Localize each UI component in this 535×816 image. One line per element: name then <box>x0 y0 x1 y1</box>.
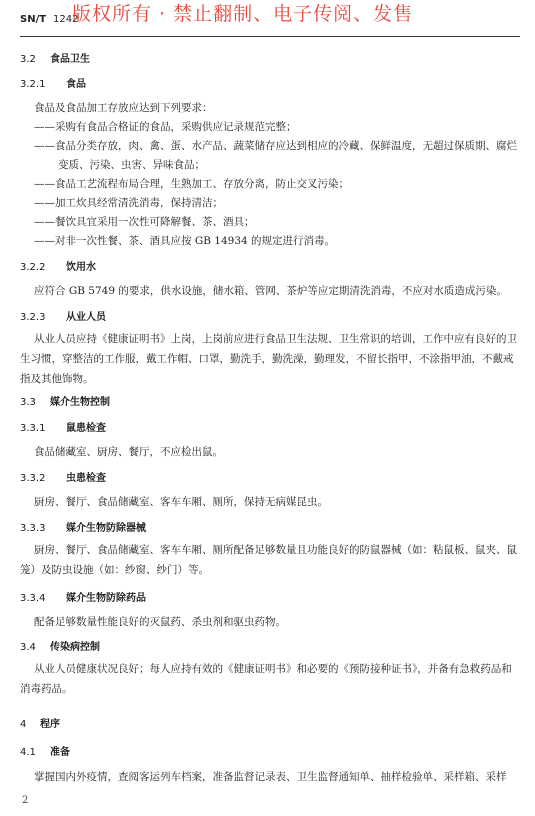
heading-3-4 <box>20 640 100 655</box>
heading-number: 3.3 <box>20 397 36 408</box>
heading-title: 媒介生物防除器械 <box>66 523 146 534</box>
heading-title: 食品卫生 <box>50 54 90 65</box>
list-item: ——食品分类存放，肉、禽、蛋、水产品、蔬菜储存应达到相应的冷藏、保鲜温度，无超过保质期、腐烂 <box>34 140 517 152</box>
heading-title: 从业人员 <box>66 312 106 323</box>
copyright-banner: 版权所有 · 禁止翻制、电子传阅、发售 <box>72 3 414 25</box>
heading-4 <box>20 717 60 732</box>
heading-number: 4 <box>20 719 27 730</box>
heading-3-3-3 <box>20 521 146 536</box>
heading-3-2-1 <box>20 77 86 92</box>
list-item: ——食品工艺流程布局合理，生熟加工、存放分离，防止交叉污染； <box>34 178 349 190</box>
heading-3-3-1 <box>20 421 106 436</box>
heading-number: 3.4 <box>20 642 36 653</box>
header-rule <box>20 36 520 37</box>
heading-number: 3.2.3 <box>20 312 46 323</box>
heading-title: 鼠患检查 <box>66 423 106 434</box>
paragraph-food-intro: 食品及食品加工存放应达到下列要求： <box>34 102 213 114</box>
list-item: ——餐饮具宜采用一次性可降解餐、茶、酒具； <box>34 216 255 228</box>
page-number: 2 <box>22 795 29 806</box>
heading-3-2-2 <box>20 260 96 275</box>
paragraph-drinking-water: 应符合 GB 5749 的要求，供水设施，储水箱、管网、茶炉等应定期清洗消毒，不应对水质造成污染。 <box>34 285 507 297</box>
list-item: ——加工炊具经常清洗消毒，保持清洁； <box>34 197 223 209</box>
paragraph-pest-drugs: 配备足够数量性能良好的灭鼠药、杀虫剂和驱虫药物。 <box>34 616 286 628</box>
code-number: 1242 <box>53 14 79 25</box>
heading-title: 饮用水 <box>66 262 96 273</box>
paragraph-rodent-check: 食品储藏室、厨房、餐厅，不应检出鼠。 <box>34 446 223 458</box>
heading-number: 3.3.1 <box>20 423 46 434</box>
paragraph-staff: 从业人员应持《健康证明书》上岗，上岗前应进行食品卫生法规、卫生常识的培训，工作中应有良好的卫生习惯，穿整洁的工作服，戴工作帽、口罩，勤洗手，勤洗澡，勤理发，不留长指甲，不涂指甲油，不戴戒指及其他饰物。 <box>20 333 517 385</box>
heading-title: 传染病控制 <box>50 642 100 653</box>
paragraph-insect-check: 厨房、餐厅、食品储藏室、客车车厢、厕所，保持无病媒昆虫。 <box>34 496 328 508</box>
list-item: ——对非一次性餐、茶、酒具应按 GB 14934 的规定进行消毒。 <box>34 235 336 247</box>
heading-number: 3.2.2 <box>20 262 46 273</box>
heading-title: 准备 <box>50 747 70 758</box>
page-header <box>20 3 520 35</box>
heading-number: 4.1 <box>20 747 36 758</box>
heading-title: 媒介生物控制 <box>50 397 110 408</box>
list-item-continuation: 变质、污染、虫害、异味食品； <box>58 159 205 171</box>
paragraph-preparation: 掌握国内外疫情，查阅客运列车档案，准备监督记录表、卫生监督通知单、抽样检验单、采样箱、采样 <box>34 771 507 783</box>
heading-3-2-3 <box>20 310 106 325</box>
heading-title: 媒介生物防除药品 <box>66 593 146 604</box>
heading-number: 3.3.4 <box>20 593 46 604</box>
paragraph-disease-control: 从业人员健康状况良好；每人应持有效的《健康证明书》和必要的《预防接种证书》，并备有急救药品和消毒药品。 <box>20 663 512 695</box>
list-item: ——采购有食品合格证的食品，采购供应记录规范完整； <box>34 121 297 133</box>
standard-code <box>20 12 78 27</box>
heading-number: 3.3.3 <box>20 523 46 534</box>
heading-3-3-4 <box>20 591 146 606</box>
heading-number: 3.3.2 <box>20 473 46 484</box>
heading-number: 3.2.1 <box>20 79 46 90</box>
paragraph-pest-equipment: 厨房、餐厅、食品储藏室、客车车厢、厕所配备足够数量且功能良好的防鼠器械（如：粘鼠板、鼠夹、鼠笼）及防虫设施（如：纱窗、纱门）等。 <box>20 544 517 576</box>
heading-3-2 <box>20 52 90 67</box>
heading-title: 程序 <box>40 719 60 730</box>
heading-3-3-2 <box>20 471 106 486</box>
heading-title: 虫患检查 <box>66 473 106 484</box>
heading-4-1 <box>20 745 70 760</box>
heading-number: 3.2 <box>20 54 36 65</box>
code-prefix: SN/T <box>20 14 47 25</box>
heading-3-3 <box>20 395 110 410</box>
heading-title: 食品 <box>66 79 86 90</box>
